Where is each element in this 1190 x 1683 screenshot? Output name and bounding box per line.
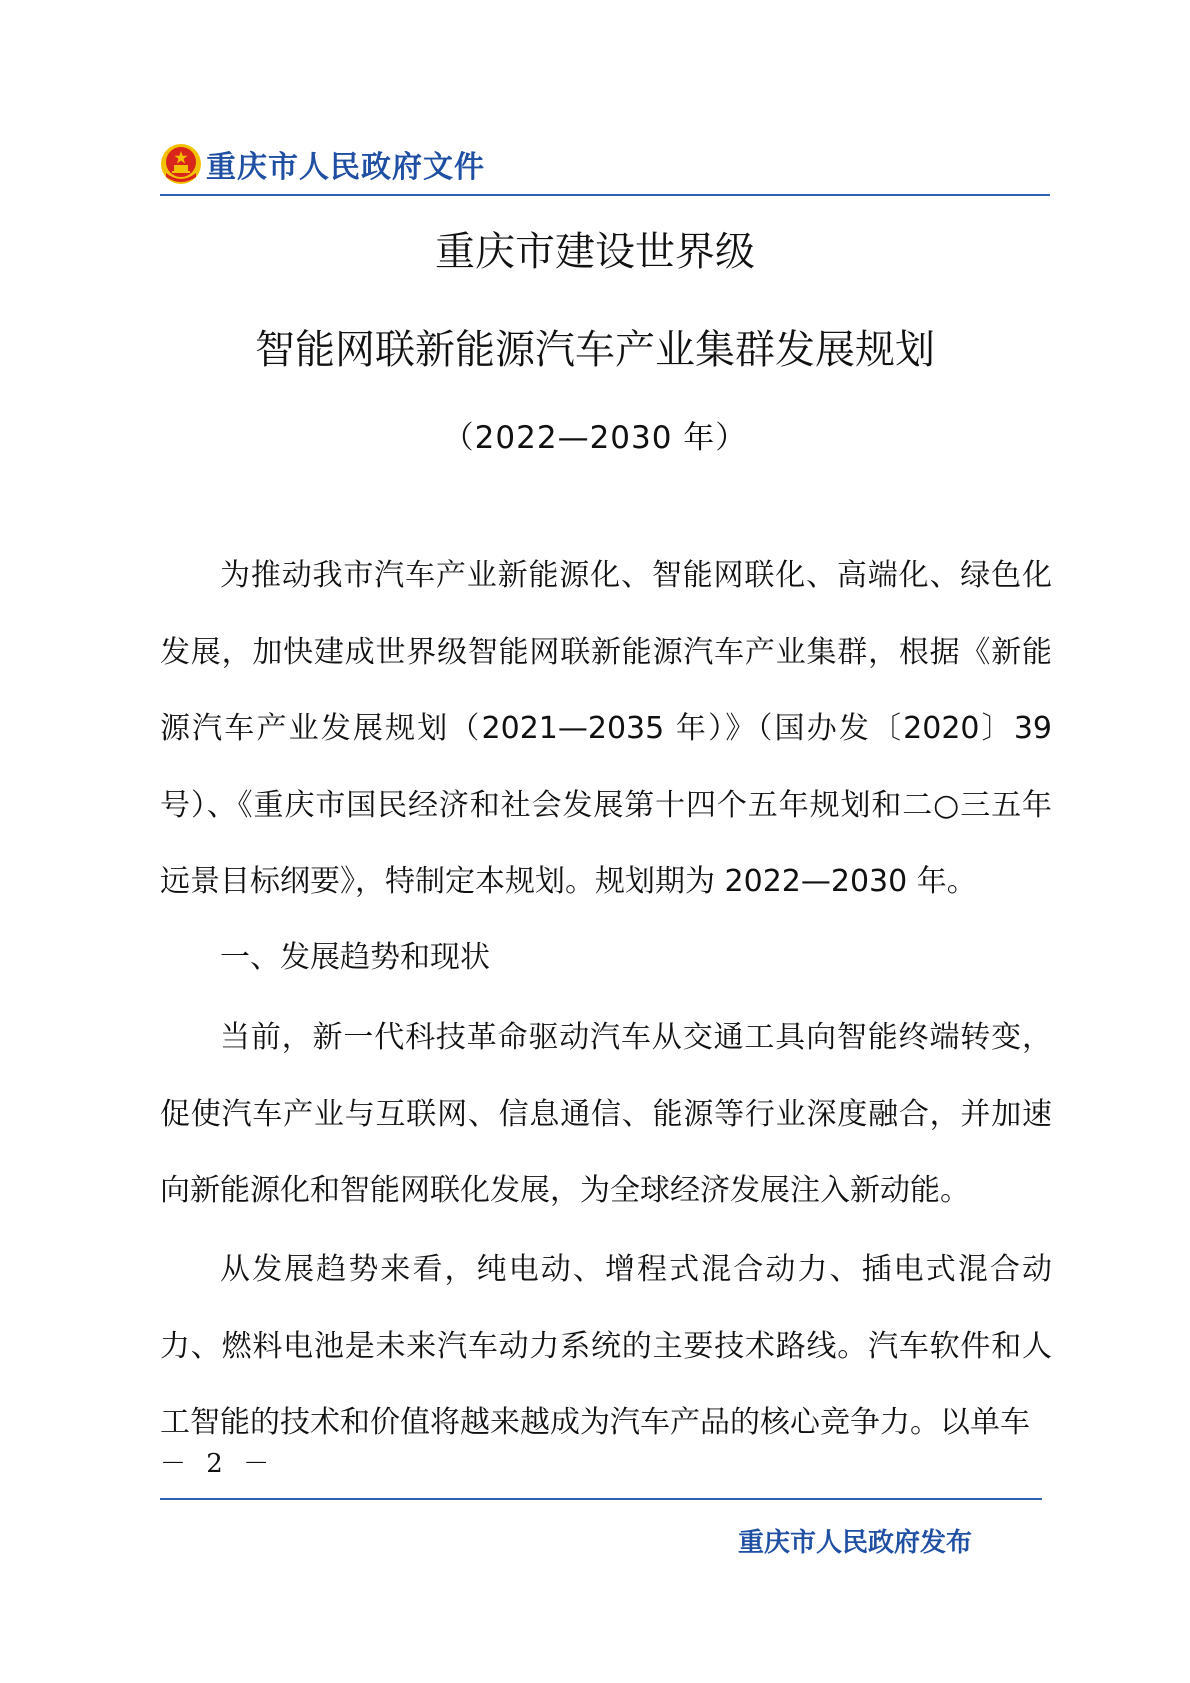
document-title-line-2: 智能网联新能源汽车产业集群发展规划 <box>255 327 935 373</box>
document-header <box>160 142 485 186</box>
body-paragraph-trends <box>160 1232 1052 1462</box>
footer-rule <box>160 1498 1042 1500</box>
issuer-title: 重庆市人民政府文件 <box>206 150 485 185</box>
paragraph-text: 为推动我市汽车产业新能源化、智能网联化、高端化、绿色化发展，加快建成世界级智能网联新能源汽车产业集群，根据《新能源汽车产业发展规划（2021—2035 年）》（国办发〔2020〕39 号）、《重庆市国民经济和社会发展第十四个五年规划和二○三五年远景目标纲要》，特制定本规划。规划期为 2022—2030 年。 <box>160 558 1052 899</box>
national-emblem-icon <box>160 143 202 185</box>
section-heading <box>160 920 1052 997</box>
publisher-label: 重庆市人民政府发布 <box>738 1528 973 1558</box>
body-paragraph-current <box>160 1000 1052 1230</box>
section-heading-text: 一、发展趋势和现状 <box>220 940 490 975</box>
header-rule <box>160 194 1050 196</box>
page-number: － 2 － <box>160 1449 276 1479</box>
document-title-line-1: 重庆市建设世界级 <box>435 229 755 275</box>
document-period: （2022—2030 年） <box>442 420 748 456</box>
paragraph-text: 当前，新一代科技革命驱动汽车从交通工具向智能终端转变，促使汽车产业与互联网、信息通信、能源等行业深度融合，并加速向新能源化和智能网联化发展，为全球经济发展注入新动能。 <box>160 1020 1052 1208</box>
paragraph-text: 从发展趋势来看，纯电动、增程式混合动力、插电式混合动力、燃料电池是未来汽车动力系统的主要技术路线。汽车软件和人工智能的技术和价值将越来越成为汽车产品的核心竞争力。以单车 <box>160 1252 1052 1440</box>
body-paragraph-intro <box>160 538 1052 921</box>
